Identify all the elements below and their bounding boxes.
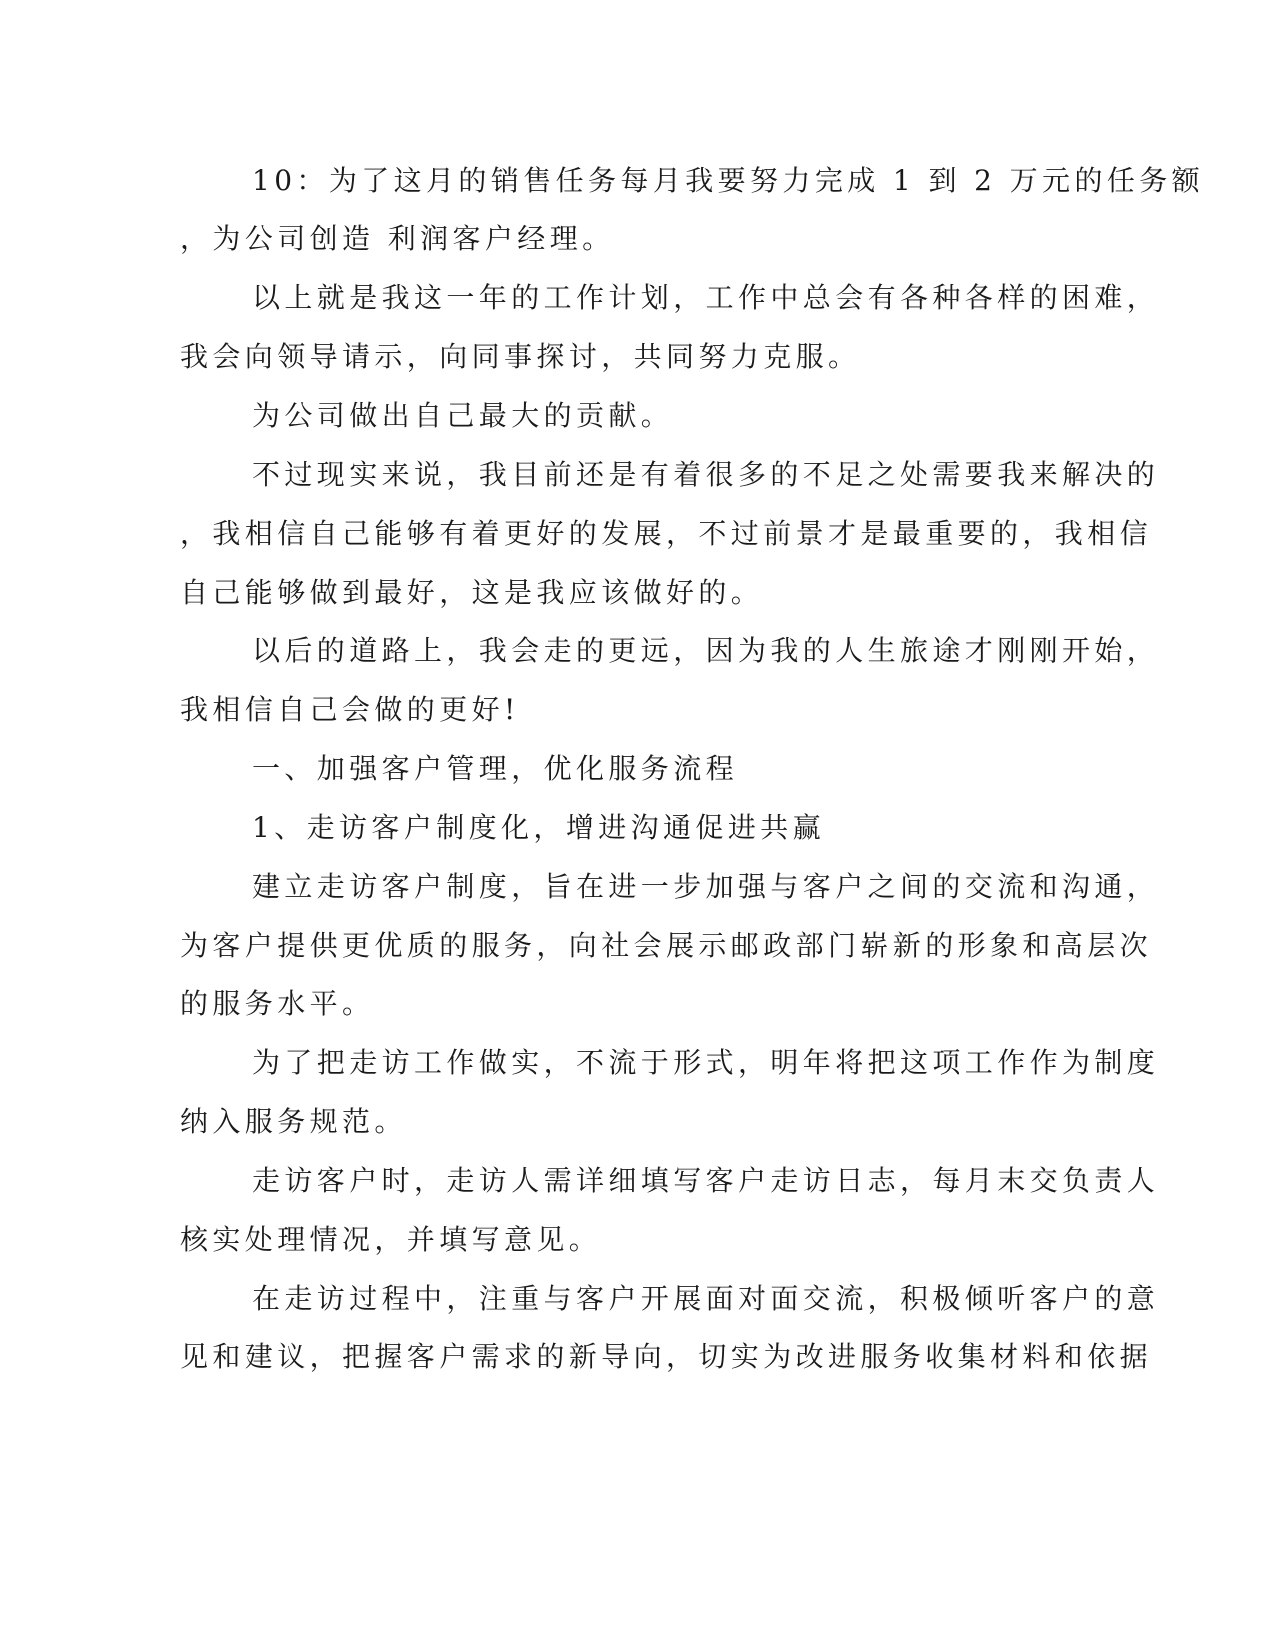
text-line: 为客户提供更优质的服务，向社会展示邮政部门崭新的形象和高层次	[180, 929, 1153, 962]
text-line: 走访客户时，走访人需详细填写客户走访日志，每月末交负责人	[252, 1164, 1160, 1197]
text-line: 我会向领导请示，向同事探讨，共同努力克服。	[180, 340, 861, 373]
text-line: 以后的道路上，我会走的更远，因为我的人生旅途才刚刚开始，	[252, 634, 1160, 667]
text-line: 纳入服务规范。	[180, 1105, 407, 1138]
text-line: ，为公司创造 利润客户经理。	[180, 222, 615, 255]
text-line: 建立走访客户制度，旨在进一步加强与客户之间的交流和沟通，	[252, 870, 1160, 903]
text-line: 自己能够做到最好，这是我应该做好的。	[180, 576, 764, 609]
text-line: 为公司做出自己最大的贡献。	[252, 399, 674, 432]
text-line: 见和建议，把握客户需求的新导向，切实为改进服务收集材料和依据	[180, 1340, 1153, 1373]
text-line: 的服务水平。	[180, 987, 375, 1020]
subsection-heading: 1、走访客户制度化，增进沟通促进共赢	[252, 811, 826, 844]
text-line: 10：为了这月的销售任务每月我要努力完成 1 到 2 万元的任务额	[252, 164, 1205, 197]
text-line: 在走访过程中，注重与客户开展面对面交流，积极倾听客户的意	[252, 1282, 1160, 1315]
text-line: 我相信自己会做的更好!	[180, 693, 520, 726]
section-heading: 一、加强客户管理，优化服务流程	[252, 752, 739, 785]
text-line: 为了把走访工作做实，不流于形式，明年将把这项工作作为制度	[252, 1046, 1160, 1079]
text-line: 核实处理情况，并填写意见。	[180, 1223, 602, 1256]
text-line: ，我相信自己能够有着更好的发展，不过前景才是最重要的，我相信	[180, 517, 1153, 550]
text-line: 不过现实来说，我目前还是有着很多的不足之处需要我来解决的	[252, 458, 1160, 491]
text-line: 以上就是我这一年的工作计划，工作中总会有各种各样的困难，	[252, 281, 1160, 314]
